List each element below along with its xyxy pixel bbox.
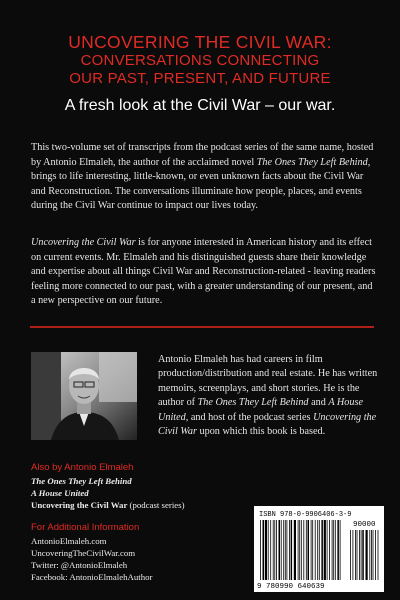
book-title-line-1: UNCOVERING THE CIVIL WAR: (68, 32, 332, 52)
facebook-handle: Facebook: AntonioElmalehAuthor (31, 572, 153, 582)
isbn-barcode (254, 506, 384, 592)
tagline: A fresh look at the Civil War – our war. (64, 97, 336, 114)
barcode-bars (260, 520, 341, 580)
author-bio: Antonio Elmaleh has had careers in film production/distribution and real estate. He has written memoirs, screenplays, and short stories. He is the author of The Ones They Left Behind and A House United, and host of the podcast series Uncovering the Civil War upon which this book is based. (158, 354, 378, 438)
addon-bars (350, 530, 378, 580)
also-by-list (31, 475, 185, 511)
website-2: UncoveringTheCivilWar.com (31, 548, 136, 558)
twitter-handle: Twitter: @AntonioElmaleh (31, 560, 128, 570)
also-podcast: Uncovering the Civil War (podcast series) (31, 500, 185, 510)
barcode-number: 9 780990 640639 (257, 583, 325, 591)
book-title-line-3: OUR PAST, PRESENT, AND FUTURE (69, 70, 331, 87)
description-paragraph-1: This two-volume set of transcripts from the podcast series of the same name, hosted by Antonio Elmaleh, the author of the acclaimed novel The Ones They Left Behind, brings to life interesting, little-known, or even unknown facts about the Civil War and Reconstruction. The conversations illuminate how people, places, and events during the Civil War continue to impact our lives today. (31, 142, 374, 212)
website-1: AntonioElmaleh.com (31, 536, 107, 546)
description-paragraph-2: Uncovering the Civil War is for anyone interested in American history and its effect on current events. Mr. Elmaleh and his distinguished guests share their knowledge and expertise about all things Civil War and Reconstruction-related - leaving readers feeling more connected to our past, with a greater understanding of our present, and a new perspective on our future. (31, 237, 376, 307)
also-by-heading: Also by Antonio Elmaleh (31, 462, 134, 473)
author-photo (31, 352, 137, 440)
also-book-2: A House United (31, 488, 89, 498)
price-code: 90000 (353, 521, 376, 529)
info-heading: For Additional Information (31, 522, 140, 533)
red-divider (30, 326, 374, 328)
also-book-1: The Ones They Left Behind (31, 476, 132, 486)
title-block (0, 32, 400, 115)
isbn-text: ISBN 978-0-9906406-3-9 (259, 511, 352, 519)
info-list (31, 535, 152, 583)
book-title-line-2: CONVERSATIONS CONNECTING (80, 52, 320, 69)
